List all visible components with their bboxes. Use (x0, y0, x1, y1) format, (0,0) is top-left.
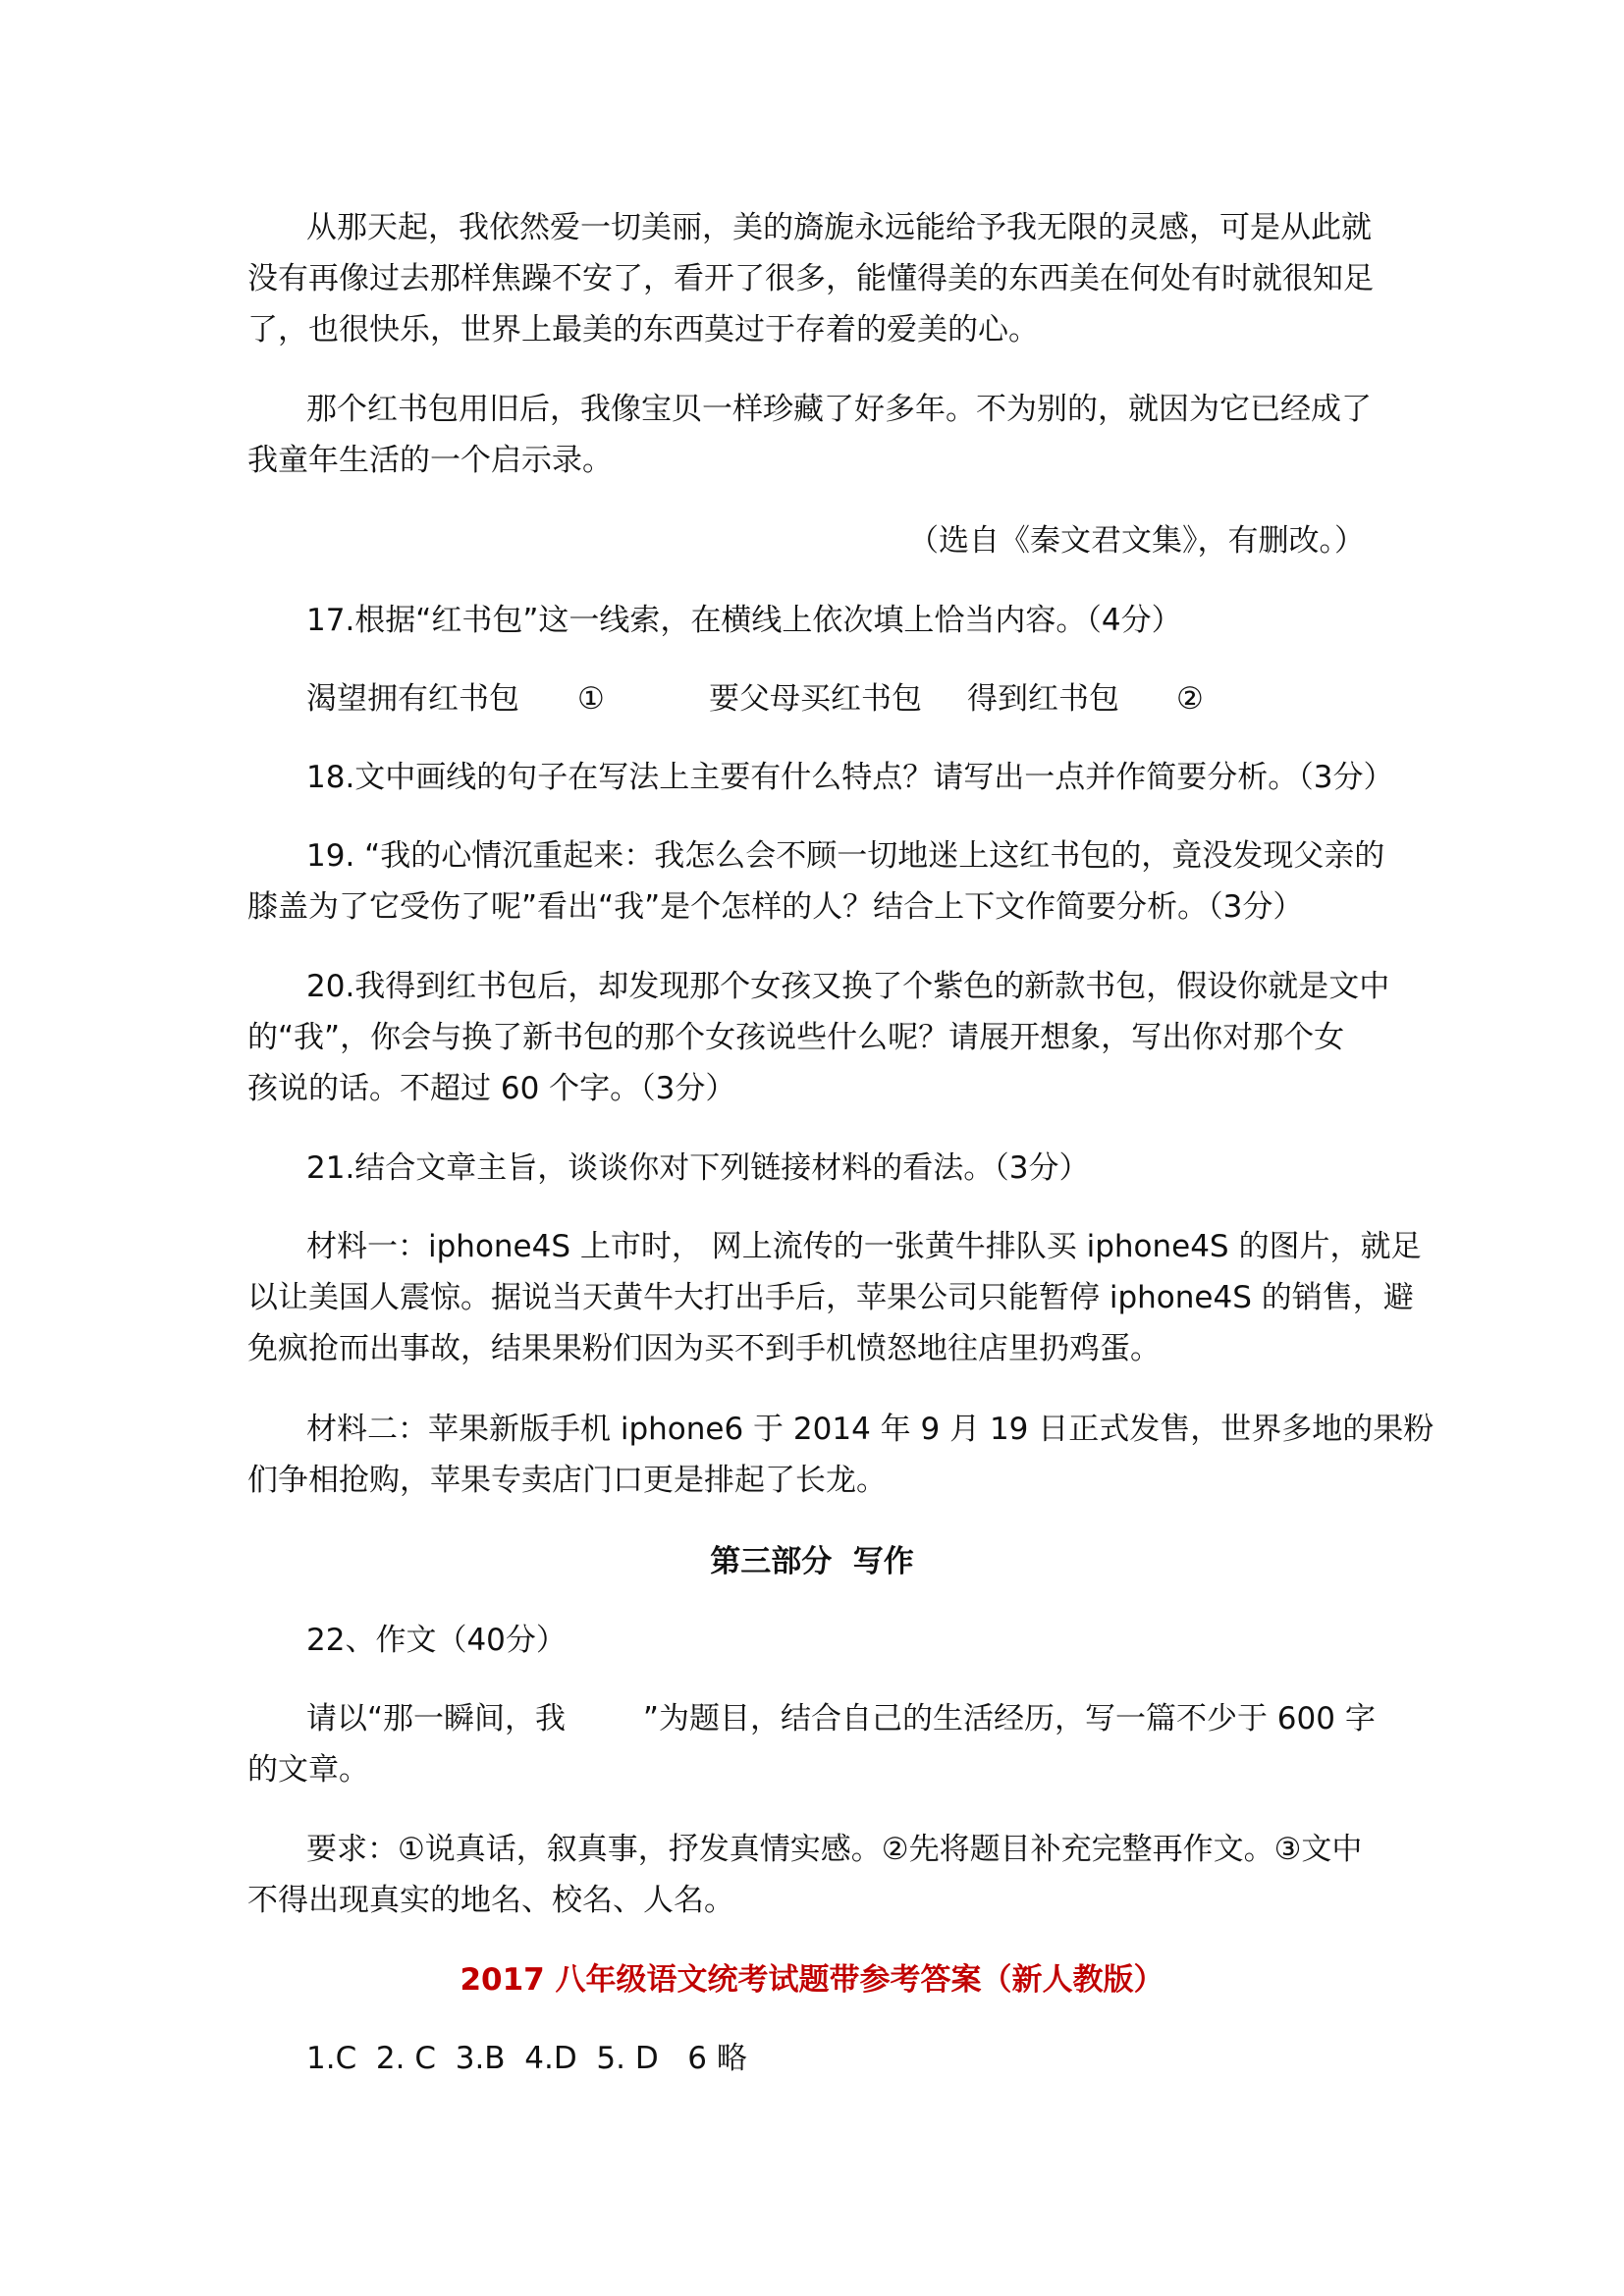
q17-step-3: 得到红书包 (967, 681, 1119, 717)
question-22-prompt-line-2: 的文章。 (247, 1752, 369, 1788)
q17-blank-1: ① (577, 681, 605, 717)
question-17: 17.根据“红书包”这一线索，在横线上依次填上恰当内容。（4分） (306, 603, 1182, 638)
question-22-prompt-line-1: 请以“那一瞬间，我 ”为题目，结合自己的生活经历，写一篇不少于 600 字 (306, 1701, 1376, 1736)
paragraph-2-line-1: 那个红书包用旧后，我像宝贝一样珍藏了好多年。不为别的，就因为它已经成了 (306, 392, 1372, 427)
material-1-line-3: 免疯抢而出事故，结果果粉们因为买不到手机愤怒地往店里扔鸡蛋。 (247, 1331, 1161, 1366)
q17-step-2: 要父母买红书包 (709, 681, 922, 717)
question-20-line-3: 孩说的话。不超过 60 个字。（3分） (247, 1071, 736, 1106)
part-3-heading: 第三部分 写作 (710, 1544, 914, 1579)
answers-line: 1.C 2. C 3.B 4.D 5. D 6 略 (306, 2041, 747, 2076)
question-19-line-2: 膝盖为了它受伤了呢”看出“我”是个怎样的人？结合上下文作简要分析。（3分） (247, 889, 1304, 925)
question-18: 18.文中画线的句子在写法上主要有什么特点？请写出一点并作简要分析。（3分） (306, 760, 1394, 795)
q17-blank-2: ② (1176, 681, 1204, 717)
question-19-line-1: 19. “我的心情沉重起来：我怎么会不顾一切地迷上这红书包的，竟没发现父亲的 (306, 838, 1385, 874)
paragraph-1-line-1: 从那天起，我依然爱一切美丽，美的旖旎永远能给予我无限的灵感，可是从此就 (306, 210, 1372, 245)
q17-step-1: 渴望拥有红书包 (306, 681, 519, 717)
material-2-line-2: 们争相抢购，苹果专卖店门口更是排起了长龙。 (247, 1463, 887, 1498)
question-22-requirements-line-2: 不得出现真实的地名、校名、人名。 (247, 1883, 734, 1918)
answer-key-heading: 2017 八年级语文统考试题带参考答案（新人教版） (460, 1962, 1164, 1998)
question-22-title: 22、作文（40分） (306, 1623, 567, 1658)
question-22-requirements-line-1: 要求：①说真话，叙真事，抒发真情实感。②先将题目补充完整再作文。③文中 (306, 1832, 1363, 1867)
paragraph-1-line-3: 了，也很快乐，世界上最美的东西莫过于存着的爱美的心。 (247, 312, 1039, 347)
paragraph-2-line-2: 我童年生活的一个启示录。 (247, 443, 613, 478)
paragraph-1-line-2: 没有再像过去那样焦躁不安了，看开了很多，能懂得美的东西美在何处有时就很知足 (247, 261, 1374, 296)
source-citation: （选自《秦文君文集》，有删改。） (908, 523, 1365, 559)
material-1-line-2: 以让美国人震惊。据说当天黄牛大打出手后，苹果公司只能暂停 iphone4S 的销售，避 (247, 1280, 1414, 1315)
question-20-line-2: 的“我”，你会与换了新书包的那个女孩说些什么呢？请展开想象，写出你对那个女 (247, 1020, 1345, 1055)
question-20-line-1: 20.我得到红书包后，却发现那个女孩又换了个紫色的新款书包，假设你就是文中 (306, 969, 1390, 1004)
question-21: 21.结合文章主旨，谈谈你对下列链接材料的看法。（3分） (306, 1150, 1090, 1186)
material-2-line-1: 材料二：苹果新版手机 iphone6 于 2014 年 9 月 19 日正式发售，世界多地的果粉 (306, 1412, 1435, 1447)
material-1-line-1: 材料一：iphone4S 上市时， 网上流传的一张黄牛排队买 iphone4S 的图片，就足 (306, 1229, 1422, 1264)
